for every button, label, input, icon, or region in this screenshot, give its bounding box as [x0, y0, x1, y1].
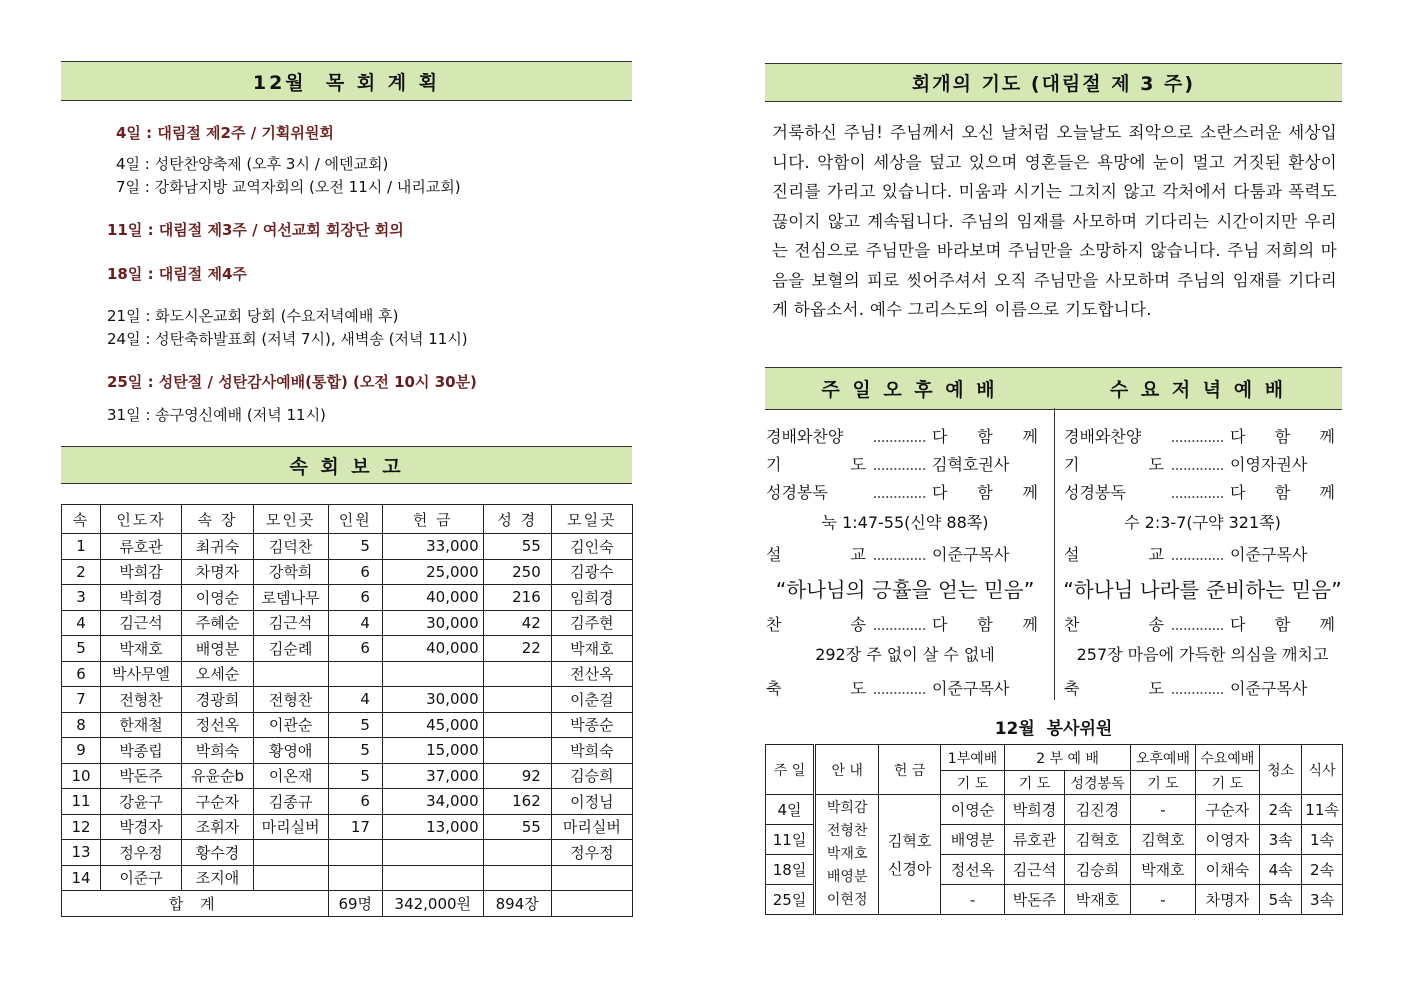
vol-h-offering: 헌 금 [879, 745, 941, 795]
plan-item: 31일 : 송구영신예배 (저녁 11시) [107, 406, 326, 424]
wednesday-banner [1054, 367, 1342, 410]
report-cell: 8 [62, 712, 101, 738]
plan-item: 4일 : 대림절 제2주 / 기획위원회 [116, 124, 334, 142]
report-cell: 37,000 [382, 763, 483, 789]
vol-cell: 박재호 [1131, 855, 1195, 885]
worship-sermon-title: “하나님 나라를 준비하는 믿음” [1063, 578, 1342, 602]
vol-cell: 박재호 [1064, 885, 1130, 915]
report-cell: 주혜순 [182, 610, 254, 636]
worship-label: 찬 송 [766, 615, 866, 634]
plan-item: 11일 : 대림절 제3주 / 여선교회 회장단 회의 [107, 221, 404, 239]
table-row [62, 661, 633, 687]
worship-prayer-line [766, 452, 1044, 475]
worship-benediction-line [1064, 676, 1341, 699]
report-cell: 216 [483, 585, 551, 611]
worship-value: 다 함 께 [1230, 427, 1335, 446]
report-cell: 박희숙 [182, 738, 254, 764]
vol-cell: 정선옥 [941, 855, 1005, 885]
report-cell: 차명자 [182, 559, 254, 585]
vol-cell: 김근석 [1005, 855, 1065, 885]
report-cell: 162 [483, 789, 551, 815]
worship-value: 다 함 께 [1230, 483, 1335, 502]
leader-dots: ............. [1170, 679, 1224, 698]
vol-cell: - [1131, 885, 1195, 915]
table-row [62, 687, 633, 713]
worship-label: 설 교 [1064, 545, 1164, 564]
vol-h-wed: 수요예배 [1195, 745, 1259, 771]
report-cell [328, 840, 382, 866]
vol-cell: 11속 [1302, 795, 1343, 825]
leader-dots: ............. [872, 545, 926, 564]
report-title: 속 회 보 고 [289, 455, 404, 478]
report-total-row [62, 891, 633, 917]
total-empty [551, 891, 632, 917]
report-cell: 9 [62, 738, 101, 764]
worship-value: 다 함 께 [932, 615, 1038, 634]
table-row [62, 636, 633, 662]
worship-sermon-line [766, 542, 1044, 565]
leader-dots: ............. [872, 427, 926, 446]
report-cell: 김광수 [551, 559, 632, 585]
vol-cell: 구순자 [1195, 795, 1259, 825]
leader-dots: ............. [872, 615, 926, 634]
report-cell: 박종순 [551, 712, 632, 738]
vol-header-row-1 [766, 745, 1343, 771]
worship-sermon-line [1064, 542, 1341, 565]
vol-cell: 김진경 [1064, 795, 1130, 825]
report-cell: 6 [62, 661, 101, 687]
report-cell: 5 [328, 534, 382, 560]
report-cell: 25,000 [382, 559, 483, 585]
leader-dots: ............. [1170, 455, 1224, 474]
report-cell: 박돈주 [100, 763, 181, 789]
vol-offering-name: 신경아 [887, 859, 932, 878]
vol-h-first: 1부예배 [941, 745, 1005, 771]
plan-item: 4일 : 성탄찬양축제 (오후 3시 / 에덴교회) [116, 155, 389, 173]
table-row [62, 559, 633, 585]
report-cell: 전형찬 [100, 687, 181, 713]
report-header-row [62, 505, 633, 534]
worship-hymn-line [766, 612, 1044, 635]
report-cell: 17 [328, 814, 382, 840]
report-cell: 강윤구 [100, 789, 181, 815]
report-cell: 김인숙 [551, 534, 632, 560]
plan-item: 7일 : 강화남지방 교역자회의 (오전 11시 / 내리교회) [116, 178, 461, 196]
report-cell: 황수경 [182, 840, 254, 866]
report-cell: 4 [328, 610, 382, 636]
vol-h-second: 2 부 예 배 [1005, 745, 1131, 771]
worship-value: 다 함 께 [1230, 615, 1335, 634]
report-cell: 6 [328, 559, 382, 585]
report-cell [382, 661, 483, 687]
vol-offering [879, 795, 941, 915]
vol-cell: 김혁호 [1131, 825, 1195, 855]
vol-h-guide: 안 내 [815, 745, 879, 795]
report-cell [483, 661, 551, 687]
vol-cell: 25일 [766, 885, 815, 915]
leader-dots: ............. [1170, 615, 1224, 634]
report-cell: 이영순 [182, 585, 254, 611]
vol-h-pm: 오후예배 [1131, 745, 1195, 771]
vol-cell: 이채숙 [1195, 855, 1259, 885]
report-cell: 배영분 [182, 636, 254, 662]
report-cell: 김근석 [253, 610, 328, 636]
report-header-cell: 인도자 [100, 505, 181, 534]
report-cell: 이준구 [100, 865, 181, 891]
worship-label: 찬 송 [1064, 615, 1164, 634]
worship-divider [1054, 408, 1055, 700]
report-header-cell: 성 경 [483, 505, 551, 534]
report-cell [483, 712, 551, 738]
table-row [62, 610, 633, 636]
report-cell: 박희숙 [551, 738, 632, 764]
report-cell: 6 [328, 789, 382, 815]
vol-h-reading: 성경봉독 [1064, 771, 1130, 795]
report-cell: 이춘걸 [551, 687, 632, 713]
report-cell: 33,000 [382, 534, 483, 560]
report-cell: 박희경 [100, 585, 181, 611]
report-cell: 조휘자 [182, 814, 254, 840]
vol-cell: 이영순 [941, 795, 1005, 825]
vol-h-prayer-4: 기 도 [1195, 771, 1259, 795]
report-cell: 로뎀나무 [253, 585, 328, 611]
report-cell [328, 661, 382, 687]
volunteers-table [765, 744, 1343, 915]
total-label: 합 계 [62, 891, 329, 917]
leader-dots: ............. [872, 679, 926, 698]
vol-h-prayer-3: 기 도 [1131, 771, 1195, 795]
report-cell: 42 [483, 610, 551, 636]
vol-guide-name: 배영분 [826, 869, 868, 885]
plan-title: 12월 목 회 계 획 [252, 71, 441, 94]
worship-opening-line [1064, 424, 1341, 447]
report-cell: 5 [328, 712, 382, 738]
report-cell: 22 [483, 636, 551, 662]
vol-guide-name: 이현정 [826, 892, 868, 908]
table-row [62, 738, 633, 764]
report-cell: 3 [62, 585, 101, 611]
vol-offering-name: 김혁호 [887, 831, 932, 850]
table-row [62, 840, 633, 866]
worship-label: 축 도 [1064, 679, 1164, 698]
vol-cell: 배영분 [941, 825, 1005, 855]
vol-cell: 박희경 [1005, 795, 1065, 825]
report-cell: 55 [483, 814, 551, 840]
report-cell: 김덕찬 [253, 534, 328, 560]
report-cell: 구순자 [182, 789, 254, 815]
report-header-cell: 인원 [328, 505, 382, 534]
worship-value: 이준구목사 [932, 679, 1010, 698]
report-cell: 마리실버 [551, 814, 632, 840]
vol-guide-name: 박희감 [826, 800, 868, 816]
worship-value: 다 함 께 [932, 483, 1038, 502]
report-cell: 박희감 [100, 559, 181, 585]
report-header-cell: 헌 금 [382, 505, 483, 534]
worship-sermon-title: “하나님의 긍휼을 얻는 믿음” [775, 578, 1035, 602]
report-cell: 10 [62, 763, 101, 789]
report-cell: 김종규 [253, 789, 328, 815]
report-cell: 박재호 [551, 636, 632, 662]
vol-guide-name: 전형찬 [826, 823, 868, 839]
vol-cell: 2속 [1302, 855, 1343, 885]
report-cell: 5 [328, 738, 382, 764]
report-cell: 5 [62, 636, 101, 662]
report-cell: 박경자 [100, 814, 181, 840]
worship-label: 축 도 [766, 679, 866, 698]
vol-cell: 3속 [1260, 825, 1302, 855]
leader-dots: ............. [872, 455, 926, 474]
worship-label: 성경봉독 [1064, 483, 1126, 502]
report-cell: 박종립 [100, 738, 181, 764]
report-cell: 마리실버 [253, 814, 328, 840]
prayer-title: 회개의 기도 (대림절 제 3 주) [911, 73, 1196, 95]
worship-hymn-title: 292장 주 없이 살 수 없네 [815, 645, 995, 664]
vol-cell: 11일 [766, 825, 815, 855]
report-header-cell: 속 장 [182, 505, 254, 534]
report-cell [253, 661, 328, 687]
table-row [62, 789, 633, 815]
worship-hymn-title: 257장 마음에 가득한 의심을 깨치고 [1076, 645, 1329, 664]
vol-cell: 5속 [1260, 885, 1302, 915]
plan-item: 25일 : 성탄절 / 성탄감사예배(통합) (오전 10시 30분) [107, 373, 477, 391]
report-cell: 6 [328, 585, 382, 611]
worship-prayer-line [1064, 452, 1341, 475]
report-cell [483, 738, 551, 764]
vol-h-clean: 청소 [1260, 745, 1302, 795]
worship-value: 김혁호권사 [932, 455, 1010, 474]
report-banner [61, 446, 632, 484]
report-cell: 55 [483, 534, 551, 560]
report-cell: 임희경 [551, 585, 632, 611]
vol-h-meal: 식사 [1302, 745, 1343, 795]
table-row [62, 814, 633, 840]
vol-cell: 김혁호 [1064, 825, 1130, 855]
report-cell: 15,000 [382, 738, 483, 764]
table-row [62, 534, 633, 560]
report-cell: 이정님 [551, 789, 632, 815]
report-cell: 2 [62, 559, 101, 585]
report-cell: 4 [328, 687, 382, 713]
vol-cell: 2속 [1260, 795, 1302, 825]
vol-h-prayer-1: 기 도 [941, 771, 1005, 795]
report-cell [382, 840, 483, 866]
report-cell: 30,000 [382, 687, 483, 713]
report-cell: 13 [62, 840, 101, 866]
worship-value: 다 함 께 [932, 427, 1038, 446]
report-cell: 6 [328, 636, 382, 662]
report-cell [382, 865, 483, 891]
report-cell: 5 [328, 763, 382, 789]
report-cell: 7 [62, 687, 101, 713]
report-cell: 30,000 [382, 610, 483, 636]
report-cell: 조지애 [182, 865, 254, 891]
report-cell: 김순례 [253, 636, 328, 662]
vol-guides [815, 795, 879, 915]
table-row [62, 865, 633, 891]
report-cell: 12 [62, 814, 101, 840]
plan-banner [61, 61, 632, 101]
total-bible: 894장 [483, 891, 551, 917]
vol-cell: 김승희 [1064, 855, 1130, 885]
wednesday-title: 수 요 저 녁 예 배 [1109, 379, 1287, 401]
vol-h-week: 주 일 [766, 745, 815, 795]
table-row [62, 585, 633, 611]
sunday-title: 주 일 오 후 예 배 [821, 379, 998, 401]
report-cell: 박사무엘 [100, 661, 181, 687]
report-cell: 김승희 [551, 763, 632, 789]
table-row [766, 795, 1343, 825]
vol-cell: 3속 [1302, 885, 1343, 915]
vol-cell: 4속 [1260, 855, 1302, 885]
worship-label: 기 도 [766, 455, 866, 474]
worship-reading-line [766, 480, 1044, 503]
report-table [61, 504, 633, 917]
vol-cell: 박돈주 [1005, 885, 1065, 915]
report-cell: 황영애 [253, 738, 328, 764]
report-cell: 45,000 [382, 712, 483, 738]
total-people: 69명 [328, 891, 382, 917]
report-cell: 1 [62, 534, 101, 560]
report-cell [328, 865, 382, 891]
report-cell: 유윤순b [182, 763, 254, 789]
leader-dots: ............. [872, 483, 926, 502]
report-cell: 34,000 [382, 789, 483, 815]
vol-cell: 18일 [766, 855, 815, 885]
worship-label: 성경봉독 [766, 483, 828, 502]
report-cell: 40,000 [382, 585, 483, 611]
report-cell: 40,000 [382, 636, 483, 662]
report-cell: 김주현 [551, 610, 632, 636]
volunteers-title: 12월 봉사위원 [994, 719, 1113, 739]
report-cell: 92 [483, 763, 551, 789]
worship-label: 기 도 [1064, 455, 1164, 474]
worship-value: 이영자권사 [1230, 455, 1308, 474]
report-header-cell: 속 [62, 505, 101, 534]
vol-cell: 류호관 [1005, 825, 1065, 855]
vol-cell: - [941, 885, 1005, 915]
report-cell: 250 [483, 559, 551, 585]
report-header-cell: 모일곳 [551, 505, 632, 534]
report-cell: 김근석 [100, 610, 181, 636]
report-cell: 전산옥 [551, 661, 632, 687]
worship-opening-line [766, 424, 1044, 447]
worship-scripture: 수 2:3-7(구약 321쪽) [1124, 513, 1281, 532]
worship-value: 이준구목사 [932, 545, 1010, 564]
worship-label: 경배와찬양 [1064, 427, 1142, 446]
plan-item: 18일 : 대림절 제4주 [107, 265, 247, 283]
report-cell: 경광희 [182, 687, 254, 713]
worship-hymn-line [1064, 612, 1341, 635]
table-row [62, 712, 633, 738]
report-cell [483, 840, 551, 866]
report-cell [483, 865, 551, 891]
report-cell: 류호관 [100, 534, 181, 560]
leader-dots: ............. [1170, 545, 1224, 564]
report-cell: 11 [62, 789, 101, 815]
prayer-text: 거룩하신 주님! 주님께서 오신 날처럼 오늘날도 죄악으로 소란스러운 세상입니다. 악함이 세상을 덮고 있으며 영혼들은 욕망에 눈이 멀고 거짓된 환상이 진리를 가리고 있습니다. 미움과 시기는 그치지 않고 각처에서 다툼과 폭력도 끊이지 않고 계속됩니다. 주님의 임재를 사모하며 기다리는 시간이지만 우리는 전심으로 주님만을 바라보며 주님만을 소망하지 않습니다. 주님 저희의 마음을 보혈의 피로 씻어주셔서 오직 주님만을 사모하며 주님의 임재를 기다리게 하옵소서. 예수 그리스도의 이름으로 기도합니다. [772, 123, 1337, 319]
report-cell: 정우정 [100, 840, 181, 866]
total-offering: 342,000원 [382, 891, 483, 917]
report-cell: 오세순 [182, 661, 254, 687]
worship-reading-line [1064, 480, 1341, 503]
report-cell: 최귀숙 [182, 534, 254, 560]
vol-cell: 4일 [766, 795, 815, 825]
vol-cell: 1속 [1302, 825, 1343, 855]
report-cell: 4 [62, 610, 101, 636]
vol-cell: 이영자 [1195, 825, 1259, 855]
report-cell: 이관순 [253, 712, 328, 738]
leader-dots: ............. [1170, 427, 1224, 446]
worship-scripture: 눅 1:47-55(신약 88쪽) [821, 513, 989, 532]
report-cell [483, 687, 551, 713]
report-cell: 13,000 [382, 814, 483, 840]
vol-cell: 차명자 [1195, 885, 1259, 915]
report-cell: 강학희 [253, 559, 328, 585]
table-row [62, 763, 633, 789]
report-header-cell: 모인곳 [253, 505, 328, 534]
report-cell [253, 840, 328, 866]
worship-benediction-line [766, 676, 1044, 699]
worship-label: 경배와찬양 [766, 427, 844, 446]
vol-cell: - [1131, 795, 1195, 825]
worship-label: 설 교 [766, 545, 866, 564]
vol-guide-name: 박재호 [826, 846, 868, 862]
prayer-banner [765, 63, 1342, 102]
vol-h-prayer-2: 기 도 [1005, 771, 1065, 795]
report-cell [551, 865, 632, 891]
worship-value: 이준구목사 [1230, 679, 1308, 698]
report-cell: 박재호 [100, 636, 181, 662]
worship-value: 이준구목사 [1230, 545, 1308, 564]
report-cell: 14 [62, 865, 101, 891]
report-cell: 한재철 [100, 712, 181, 738]
report-cell: 전형찬 [253, 687, 328, 713]
report-cell: 정선옥 [182, 712, 254, 738]
report-cell: 정우정 [551, 840, 632, 866]
leader-dots: ............. [1170, 483, 1224, 502]
report-cell: 이온재 [253, 763, 328, 789]
plan-item: 24일 : 성탄축하발표회 (저녁 7시), 새벽송 (저녁 11시) [107, 330, 468, 348]
plan-item: 21일 : 화도시온교회 당회 (수요저녁예배 후) [107, 307, 399, 325]
sunday-banner [765, 367, 1055, 410]
report-cell [253, 865, 328, 891]
